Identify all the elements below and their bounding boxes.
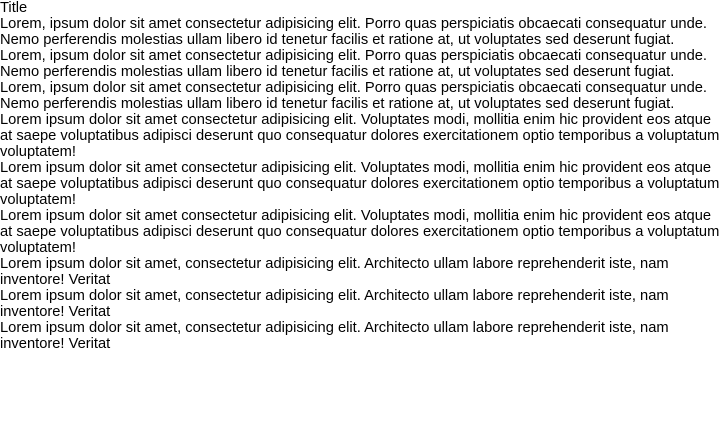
paragraph: Lorem, ipsum dolor sit amet consectetur adipisicing elit. Porro quas perspiciatis obcaecati consequatur unde. Nemo perferendis molestias ullam libero id tenetur facilis et ratione at, ut voluptates sed deserunt fugiat. — [0, 16, 708, 48]
paragraph: Lorem ipsum dolor sit amet, consectetur adipisicing elit. Architecto ullam labore reprehenderit iste, nam inventore! Veritat — [0, 256, 669, 288]
paragraph: Lorem ipsum dolor sit amet, consectetur adipisicing elit. Architecto ullam labore reprehenderit iste, nam inventore! Veritat — [0, 288, 669, 320]
paragraph: Lorem ipsum dolor sit amet consectetur adipisicing elit. Voluptates modi, mollitia enim hic provident eos atque at saepe voluptatibus adipisci deserunt quo consequatur dolores exercitationem optio temporibus a voluptatum voluptatem! — [0, 160, 720, 208]
paragraph: Lorem, ipsum dolor sit amet consectetur adipisicing elit. Porro quas perspiciatis obcaecati consequatur unde. Nemo perferendis molestias ullam libero id tenetur facilis et ratione at, ut voluptates sed deserunt fugiat. — [0, 48, 708, 80]
paragraph: Lorem ipsum dolor sit amet, consectetur adipisicing elit. Architecto ullam labore reprehenderit iste, nam inventore! Veritat — [0, 320, 669, 352]
paragraph: Lorem, ipsum dolor sit amet consectetur adipisicing elit. Porro quas perspiciatis obcaecati consequatur unde. Nemo perferendis molestias ullam libero id tenetur facilis et ratione at, ut voluptates sed deserunt fugiat. — [0, 80, 708, 112]
paragraph: Lorem ipsum dolor sit amet consectetur adipisicing elit. Voluptates modi, mollitia enim hic provident eos atque at saepe voluptatibus adipisci deserunt quo consequatur dolores exercitationem optio temporibus a voluptatum voluptatem! — [0, 112, 720, 160]
paragraph: Lorem ipsum dolor sit amet consectetur adipisicing elit. Voluptates modi, mollitia enim hic provident eos atque at saepe voluptatibus adipisci deserunt quo consequatur dolores exercitationem optio temporibus a voluptatum voluptatem! — [0, 208, 720, 256]
page-title: Title — [0, 0, 28, 16]
